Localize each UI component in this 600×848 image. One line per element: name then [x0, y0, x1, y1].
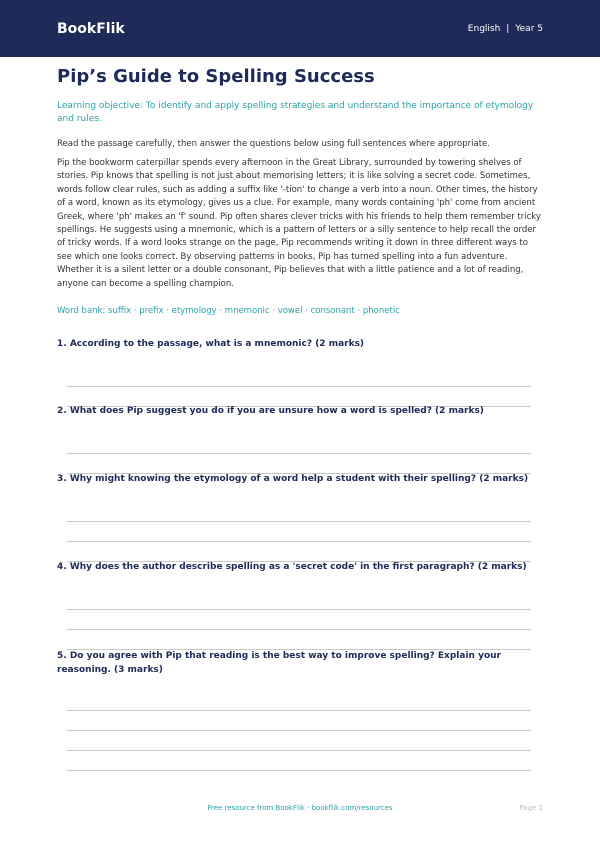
question-2: 2. What does Pip suggest you do if you are unsure how a word is spelled? (2 marks)	[57, 406, 484, 416]
question-5: 5. Do you agree with Pip that reading is the best way to improve spelling? Explain your reasoning. (3 marks)	[57, 651, 501, 675]
question-1: 1. According to the passage, what is a mnemonic? (2 marks)	[57, 339, 365, 349]
instruction-text: Read the passage carefully, then answer the questions below using full sentences where appropriate.	[57, 139, 490, 149]
answer-line[interactable]	[67, 453, 531, 454]
answer-line[interactable]	[67, 386, 531, 387]
word-bank: Word bank: suffix · prefix · etymology · mnemonic · vowel · consonant · phonetic	[57, 306, 400, 316]
question-3: 3. Why might knowing the etymology of a word help a student with their spelling? (2 marks)	[57, 474, 529, 484]
subject-year-label	[468, 24, 543, 34]
page-number: Page 1	[519, 804, 543, 812]
year-label: Year 5	[515, 23, 543, 34]
header-bar	[0, 0, 600, 57]
answer-line[interactable]	[67, 541, 531, 542]
subject-label: English	[467, 23, 501, 34]
answer-line[interactable]	[67, 629, 531, 630]
answer-line[interactable]	[67, 710, 531, 711]
brand-logo[interactable]: BookFlik	[57, 20, 125, 37]
answer-line[interactable]	[67, 609, 531, 610]
page-title: Pip’s Guide to Spelling Success	[57, 66, 375, 87]
learning-objective: Learning objective: To identify and apply spelling strategies and understand the importance of etymology and rules.	[57, 101, 534, 124]
answer-line[interactable]	[67, 521, 531, 522]
question-4: 4. Why does the author describe spelling as a 'secret code' in the first paragraph? (2 marks)	[57, 562, 527, 572]
footer-text[interactable]: Free resource from BookFlik · bookflik.com/resources	[207, 804, 393, 812]
answer-line[interactable]	[67, 730, 531, 731]
answer-line[interactable]	[67, 750, 531, 751]
reading-passage: Pip the bookworm caterpillar spends every afternoon in the Great Library, surrounded by towering shelves of stories. Pip knows that spelling is not just about memorising letters; it is like solving a secret code. Sometimes, words follow clear rules, such as adding a suffix like '-tion' to change a verb into a noun. Other times, the history of a word, known as its etymology, gives us a clue. For example, many words containing 'ph' come from ancient Greek, where 'ph' makes an 'f' sound. Pip often shares clever tricks with his friends to help them remember tricky spellings. He suggests using a mnemonic, which is a pattern of letters or a silly sentence to help recall the order of tricky words. If a word looks strange on the page, Pip recommends writing it down in three different ways to see which one looks correct. By observing patterns in books, Pip has turned spelling into a fun adventure. Whether it is a silent letter or a double consonant, Pip believes that with a little patience and a lot of reading, anyone can become a spelling champion.	[57, 158, 541, 289]
answer-line[interactable]	[67, 770, 531, 771]
separator: |	[506, 23, 510, 34]
